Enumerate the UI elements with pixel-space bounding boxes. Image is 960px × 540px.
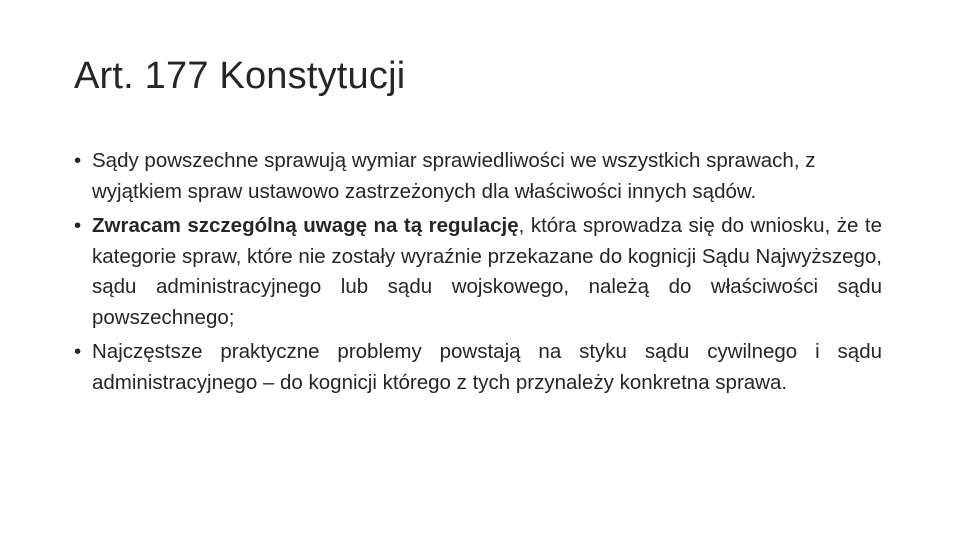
bullet-list (74, 146, 882, 402)
bullet-icon: • (74, 214, 82, 237)
bullet-item-1 (74, 146, 882, 207)
slide-title: Art. 177 Konstytucji (74, 55, 406, 97)
bullet-text: Sądy powszechne sprawują wymiar sprawiedliwości we wszystkich sprawach, z wyjątkiem spraw ustawowo zastrzeżonych dla właściwości innych sądów. (92, 149, 816, 203)
bullet-item-2 (74, 211, 882, 333)
bullet-item-3 (74, 337, 882, 398)
bullet-text: , która sprowadza się do wniosku, że te kategorie spraw, które nie zostały wyraźnie przekazane do kognicji Sądu Najwyższego, sądu administracyjnego lub sądu wojskowego, należą do właściwości sądu powszechnego; (92, 214, 882, 329)
bullet-emphasis: Zwracam szczególną uwagę na tą regulację (92, 214, 519, 237)
bullet-text: Najczęstsze praktyczne problemy powstają na styku sądu cywilnego i sądu administracyjnego – do kognicji którego z tych przynależy konkretna sprawa. (92, 340, 882, 394)
bullet-icon: • (74, 340, 82, 363)
bullet-icon: • (74, 149, 82, 172)
